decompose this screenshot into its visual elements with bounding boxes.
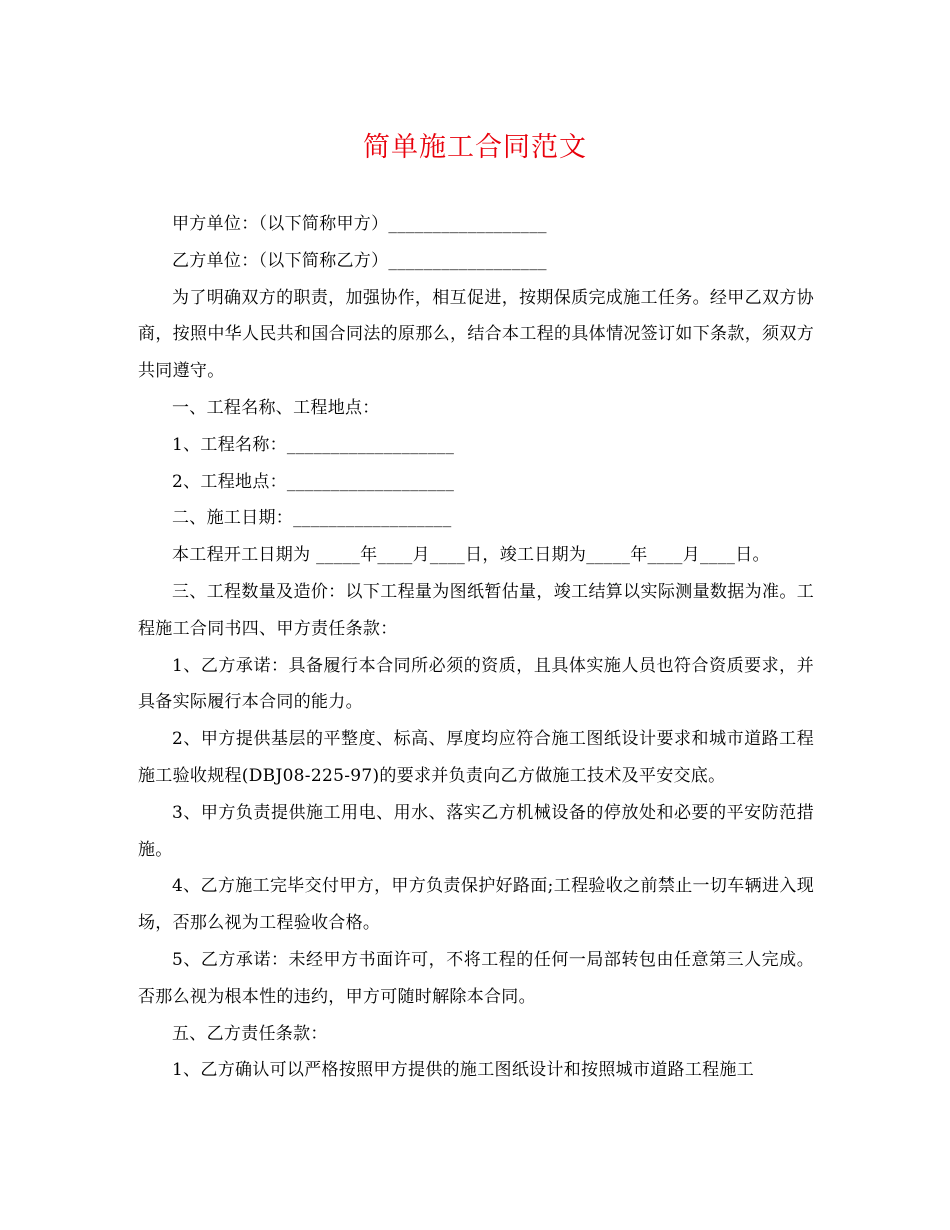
document-body	[138, 206, 814, 1089]
party-a-clause-2: 2、甲方提供基层的平整度、标高、厚度均应符合施工图纸设计要求和城市道路工程施工验收规程(DBJ08-225-97)的要求并负责向乙方做施工技术及平安交底。	[138, 729, 814, 786]
party-a-clause-4: 4、乙方施工完毕交付甲方，甲方负责保护好路面;工程验收之前禁止一切车辆进入现场，否那么视为工程验收合格。	[138, 876, 814, 934]
party-a-line: 甲方单位：（以下简称甲方）__________________	[172, 214, 547, 234]
party-a-clause-5: 5、乙方承诺：未经甲方书面许可，不将工程的任何一局部转包由任意第三人完成。否那么视为根本性的违约，甲方可随时解除本合同。	[138, 949, 814, 1007]
document-title: 简单施工合同范文	[363, 132, 587, 163]
section-heading-5: 五、乙方责任条款：	[172, 1023, 328, 1044]
dates-paragraph: 本工程开工日期为 _____年____月____日，竣工日期为_____年____月____日。	[172, 545, 770, 566]
party-b-line: 乙方单位：（以下简称乙方）__________________	[172, 250, 547, 271]
section-heading-1: 一、工程名称、工程地点：	[172, 397, 380, 418]
party-b-clause-1: 1、乙方确认可以严格按照甲方提供的施工图纸设计和按照城市道路工程施工	[172, 1060, 755, 1081]
party-a-clause-3: 3、甲方负责提供施工用电、用水、落实乙方机械设备的停放处和必要的平安防范措施。	[138, 802, 814, 860]
project-name-line: 1、工程名称：___________________	[172, 434, 455, 455]
section-heading-3: 三、工程数量及造价：以下工程量为图纸暂估量，竣工结算以实际测量数据为准。工程施工合同书四、甲方责任条款：	[138, 581, 814, 639]
party-a-clause-1: 1、乙方承诺：具备履行本合同所必须的资质，且具体实施人员也符合资质要求，并具备实际履行本合同的能力。	[138, 655, 814, 713]
section-heading-2: 二、施工日期：__________________	[172, 508, 452, 529]
project-location-line: 2、工程地点：___________________	[172, 471, 455, 492]
preamble-paragraph: 为了明确双方的职责，加强协作，相互促进，按期保质完成施工任务。经甲乙双方协商，按照中华人民共和国合同法的原那么，结合本工程的具体情况签订如下条款，须双方共同遵守。	[138, 287, 814, 382]
